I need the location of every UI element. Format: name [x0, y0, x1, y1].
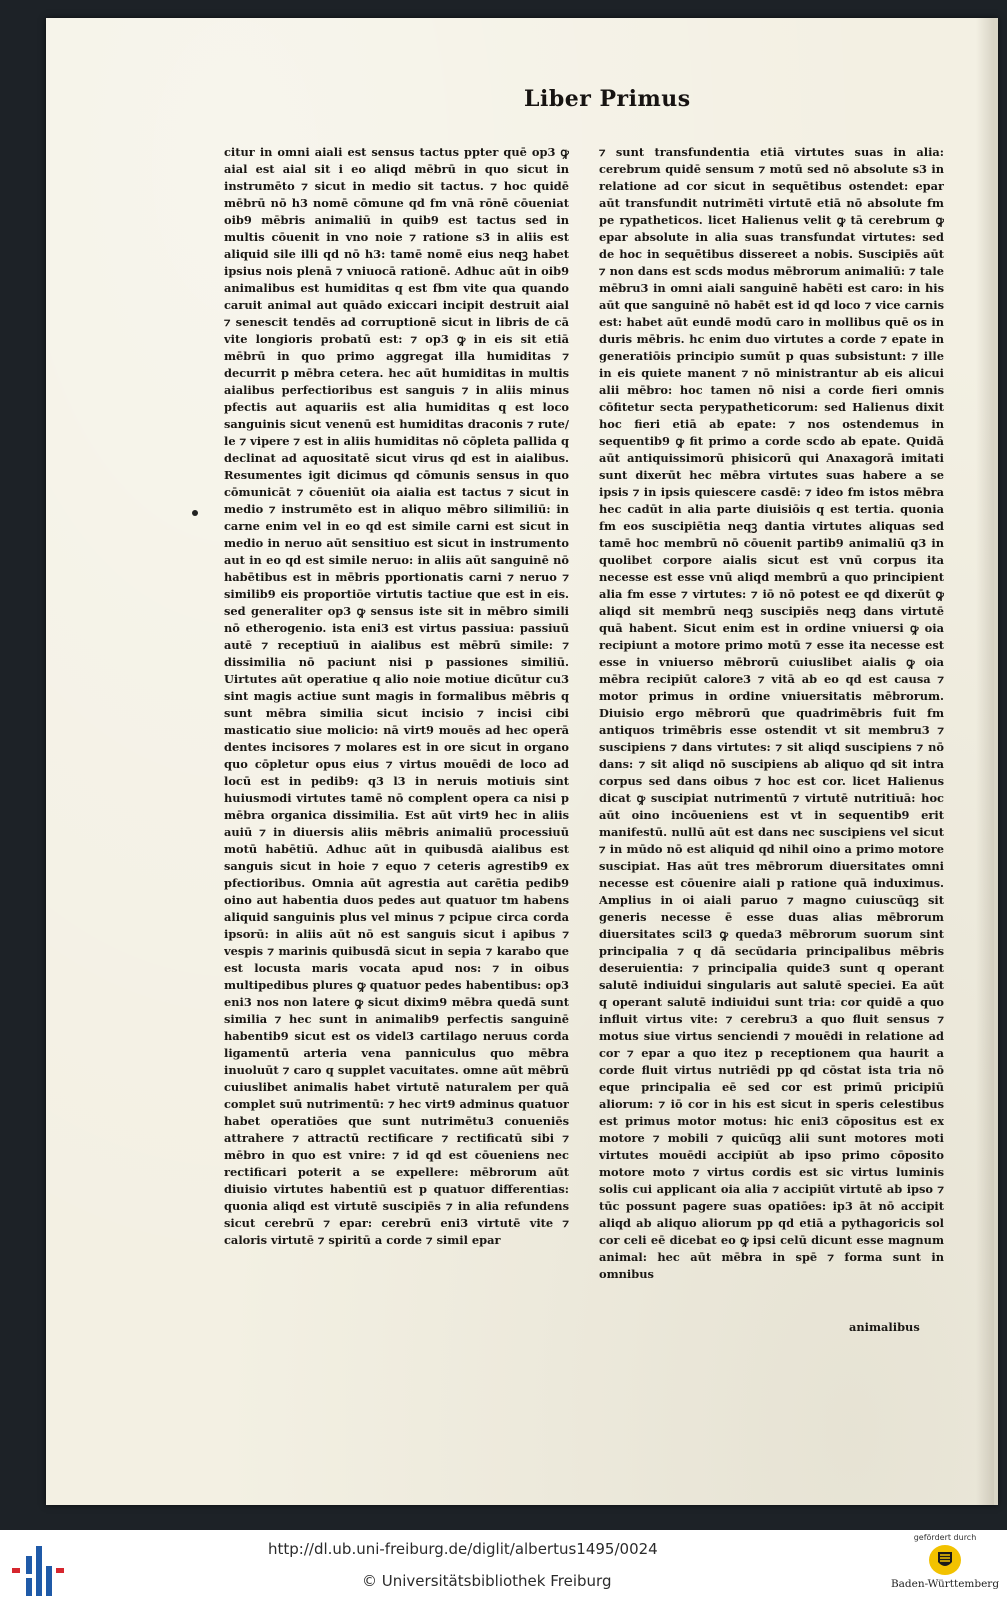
sponsor-name: Baden-Württemberg	[890, 1578, 1000, 1590]
right-text-column	[599, 144, 944, 1334]
left-text-column	[224, 144, 569, 1334]
ink-dot	[192, 510, 198, 516]
permalink-url[interactable]: http://dl.ub.uni-freiburg.de/diglit/albertus1495/0024	[268, 1540, 658, 1558]
right-column-text: ⁊ sunt transfundentia etiā virtutes suas in alia: cerebrum quidē sensum ⁊ motū sed nō absolute s3 in relatione ad cor sicut in sequētibus ostendet: epar aūt transfundit nutrimēti virtutē etiā nō absolute fm pe rypatheticos. licet Halienus velit ꝙ tā cerebrum ꝙ epar absolute in alia suas transfundat virtutes: sed de hoc in sequētibus dissereet a nobis. Suscipiēs aūt ⁊ non dans est scds modus mēbrorum animaliū: ⁊ tale mēbru3 in omni aiali sanguinē habēti est caro: in his aūt que sanguinē nō habēt est id qd loco ⁊ vice carnis est: habet aūt eundē modū caro in mollibus quē os in duris mēbris. hc enim duo virtutes a corde ⁊ epate in generatiōis principio sumūt p quas subsistunt: ⁊ ille in eis quiete manent ⁊ nō ministrantur ab eis alicui alii mēbro: hoc tamen nō nisi a corde fieri omnis cōfitetur secta perypatheticorum: sed Halienus dixit hoc fieri etiā ab epate: ⁊ nos ostendemus in sequentib9 ꝙ fit primo a corde scdo ab epate. Quidā aūt antiquissimorū phisicorū qui Anaxagorā imitati sunt dixerūt hec mēbra virtutes suas habere a se ipsis ⁊ in ipsis quiescere casdē: ⁊ ideo fm istos mēbra hec cadūt in alia parte diuisiōis q est tertia. quonia fm eos suscipiētia neqꝫ dantia virtutes aliquas sed tamē hoc membrū nō cōuenit partib9 animaliū q3 in quolibet corpore aialis sicut est vnū corpus ita necesse est esse vnū aliqd membrū a quo principient alia fm esse ⁊ virtutes: ⁊ iō nō potest ee qd dixerūt ꝙ aliqd sit membrū neqꝫ suscipiēs neqꝫ dans virtutē quā habent. Sicut enim est in ordine vniuersi ꝙ oia recipiunt a motore primo motū ⁊ esse ita necesse est esse in vniuerso mēbrorū cuiuslibet aialis ꝙ oia mēbra recipiūt calore3 ⁊ vitā ab eo qd est causa ⁊ motor primus in ordine vniuersitatis mēbrorum. Diuisio ergo mēbrorū que quadrimēbris fuit fm antiquos trimēbris esse ostendit vt sit membru3 ⁊ suscipiens ⁊ dans virtutes: ⁊ sit aliqd suscipiens ⁊ nō dans: ⁊ sit aliqd nō suscipiens ab aliquo qd sit intra corpus sed dans oibus ⁊ hoc est cor. licet Halienus dicat ꝙ suscipiat nutrimentū ⁊ virtutē nutritiuā: hoc aūt oino incōueniens est vt in sequentib9 erit manifestū. nullū aūt est dans nec suscipiens vel sicut ⁊ in mūdo nō est aliquid qd nihil oino a primo motore suscipiat. Has aūt tres mēbrorum diuersitates omni necesse est cōuenire aiali p ratione quā induximus. Amplius in oi aiali paruo ⁊ magno cuiuscūqꝫ sit generis necesse ē esse duas alias mēbrorum diuersitates scil3 ꝙ queda3 mēbrorum suorum sint principalia ⁊ q dā secūdaria principalibus mēbris deseruientia: ⁊ principalia quide3 sunt q operant salutē indiuidui singularis aut salutē speciei. Ea aūt q operant salutē indiuidui sunt tria: cor quidē a quo influit virtus vite: ⁊ cerebru3 a quo fluit sensus ⁊ motus siue virtus senciendi ⁊ mouēdi in relatione ad cor ⁊ epar a quo itez p receptionem qua haurit a corde fluit virtus nutriēdi pp qd cōstat ista tria nō eque principalia eē sed cor est primū pricipiū aliorum: ⁊ iō cor in his est sicut in speris celestibus est primus motor motus: hic eni3 cōpositus est ex motore ⁊ mobili ⁊ quicūqꝫ alii sunt motores moti virtutes mouēdi accipiūt ab ipso primo cōposito motore moto ⁊ virtus cordis est sic virtus luminis solis cui applicant oia alia ⁊ accipiūt virtutē ab ipso ⁊ tūc possunt pagere suas opatiōes: ip3 āt nō accipit aliqd ab aliquo aliorum pp qd etiā a pythagoricis sol cor celi eē dicebat eo ꝙ ipsi celū dicunt esse magnum animal: hec aūt mēbra in spē ⁊ forma sunt in omnibus	[599, 145, 944, 1281]
catchword: animalibus	[849, 1320, 920, 1334]
sponsor-caption: gefördert durch	[913, 1533, 977, 1542]
ub-freiburg-logo-icon	[12, 1544, 66, 1598]
sponsor-block	[890, 1532, 1000, 1602]
footer-bar	[0, 1530, 1007, 1604]
baden-wuerttemberg-crest-icon	[928, 1543, 962, 1577]
running-head: Liber Primus	[524, 86, 691, 112]
page-edge-shadow	[976, 18, 994, 1505]
left-column-text: citur in omni aiali est sensus tactus ppter quē op3 ꝙ aial est aial sit i eo aliqd mēbrū in quo sicut in instrumēto ⁊ sicut in medio sit tactus. ⁊ hoc quidē mēbrū nō h3 nomē cōmune qd fm vnā rōnē cōueniat oib9 mēbris animaliū in quib9 est tactus sed in multis cōuenit in vno noie ⁊ ratione s3 in aliis est aliquid sile illi qd nō h3: tamē nomē eius neqꝫ habet ipsius nois plenā ⁊ vniuocā rationē. Adhuc aūt in oib9 animalibus est humiditas q est fbm vite qua quando caruit animal aut quādo exiccari incipit destruit aial ⁊ senescit tendēs ad corruptionē sicut in libris de cā vite longioris probatū est: ⁊ op3 ꝙ in eis sit etiā mēbrū in quo primo aggregat illa humiditas ⁊ decurrit p mēbra cetera. hec aūt humiditas in multis aialibus perfectioribus est sanguis ⁊ in aliis minus pfectis aut aquariis est alia humiditas q est loco sanguinis sicut venenū est humiditas draconis ⁊ rute/ le ⁊ vipere ⁊ est in aliis humiditas nō cōpleta pallida q declinat ad aquositatē sicut virus qd est in aialibus. Resumentes igit dicimus qd cōmunis sensus in quo cōmunicāt ⁊ cōueniūt oia aialia est tactus ⁊ sicut in medio ⁊ instrumēto est in aliquo mēbro silimiliū: in carne enim vel in eo qd est simile carni est sicut in medio in neruo aūt sensitiuo est sicut in instrumento aut in eo qd est simile neruo: in aliis aūt sanguinē nō habētibus est in mēbris pportionatis carni ⁊ neruo ⁊ similib9 eis proportiōe virtutis tactiue que est in eis. sed generaliter op3 ꝙ sensus iste sit in mēbro simili nō etherogenio. ista eni3 est virtus passiua: passiuū autē ⁊ receptiuū in aialibus est mēbrū simile: ⁊ dissimilia nō paciunt nisi p passiones similiū. Uirtutes aūt operatiue q alio noie motiue dicūtur cu3 sint magis actiue sunt magis in formalibus mēbris q sunt mēbra similia sicut incisio ⁊ incisi cibi masticatio siue molicio: nā virt9 mouēs ad hec operā dentes incisores ⁊ molares est in ore sicut in organo quo cōpletur opus eius ⁊ virtus mouēdi de loco ad locū est in pedib9: q3 l3 in neruis motiuis sint huiusmodi virtutes tamē nō complent opera ca nisi p mēbra organica dissimilia. Est aūt virt9 hec in aliis auiū ⁊ in diuersis aliis mēbris animaliū processiuū motū habētiū. Adhuc aūt in quibusdā aialibus est sanguis sicut in hoie ⁊ equo ⁊ ceteris agrestib9 ex pfectioribus. Omnia aūt agrestia aut carētia pedib9 oino aut habentia duos pedes aut quatuor tm habens aliquid sanguinis plus vel minus ⁊ pcipue circa corda ipsorū: in aliis aūt nō est sanguis sicut i apibus ⁊ vespis ⁊ marinis quibusdā sicut in sepia ⁊ karabo que est locusta maris vocata apud nos: ⁊ in oibus multipedibus plures ꝙ quatuor pedes habentibus: op3 eni3 nos non latere ꝙ sicut dixim9 mēbra quedā sunt similia ⁊ hec sunt in animalib9 perfectis sanguinē habentib9 sicut est os videl3 cartilago neruus corda ligamentū arteria vena panniculus quo mēbra inuoluūt ⁊ caro q supplet vacuitates. omne aūt mēbrū cuiuslibet animalis habet virtutē naturalem per quā complet suū nutrimentū: ⁊ hec virt9 adminus quatuor habet operatiōes que sunt nutrimētu3 conueniēs attrahere ⁊ attractū rectificare ⁊ rectificatū sibi ⁊ mēbro in quo est vnire: ⁊ id qd est cōueniens nec rectificari poterit a se expellere: mēbrorum aūt diuisio virtutes habentiū est p quatuor differentias: quonia aliqd est virtutē suscipiēs ⁊ in alia refundens sicut cerebrū ⁊ epar: cerebrū eni3 virtutē vite ⁊ caloris virtutē ⁊ spiritū a corde ⁊ simil epar	[224, 145, 569, 1247]
copyright-notice: © Universitätsbibliothek Freiburg	[362, 1572, 612, 1590]
book-page	[46, 18, 998, 1505]
